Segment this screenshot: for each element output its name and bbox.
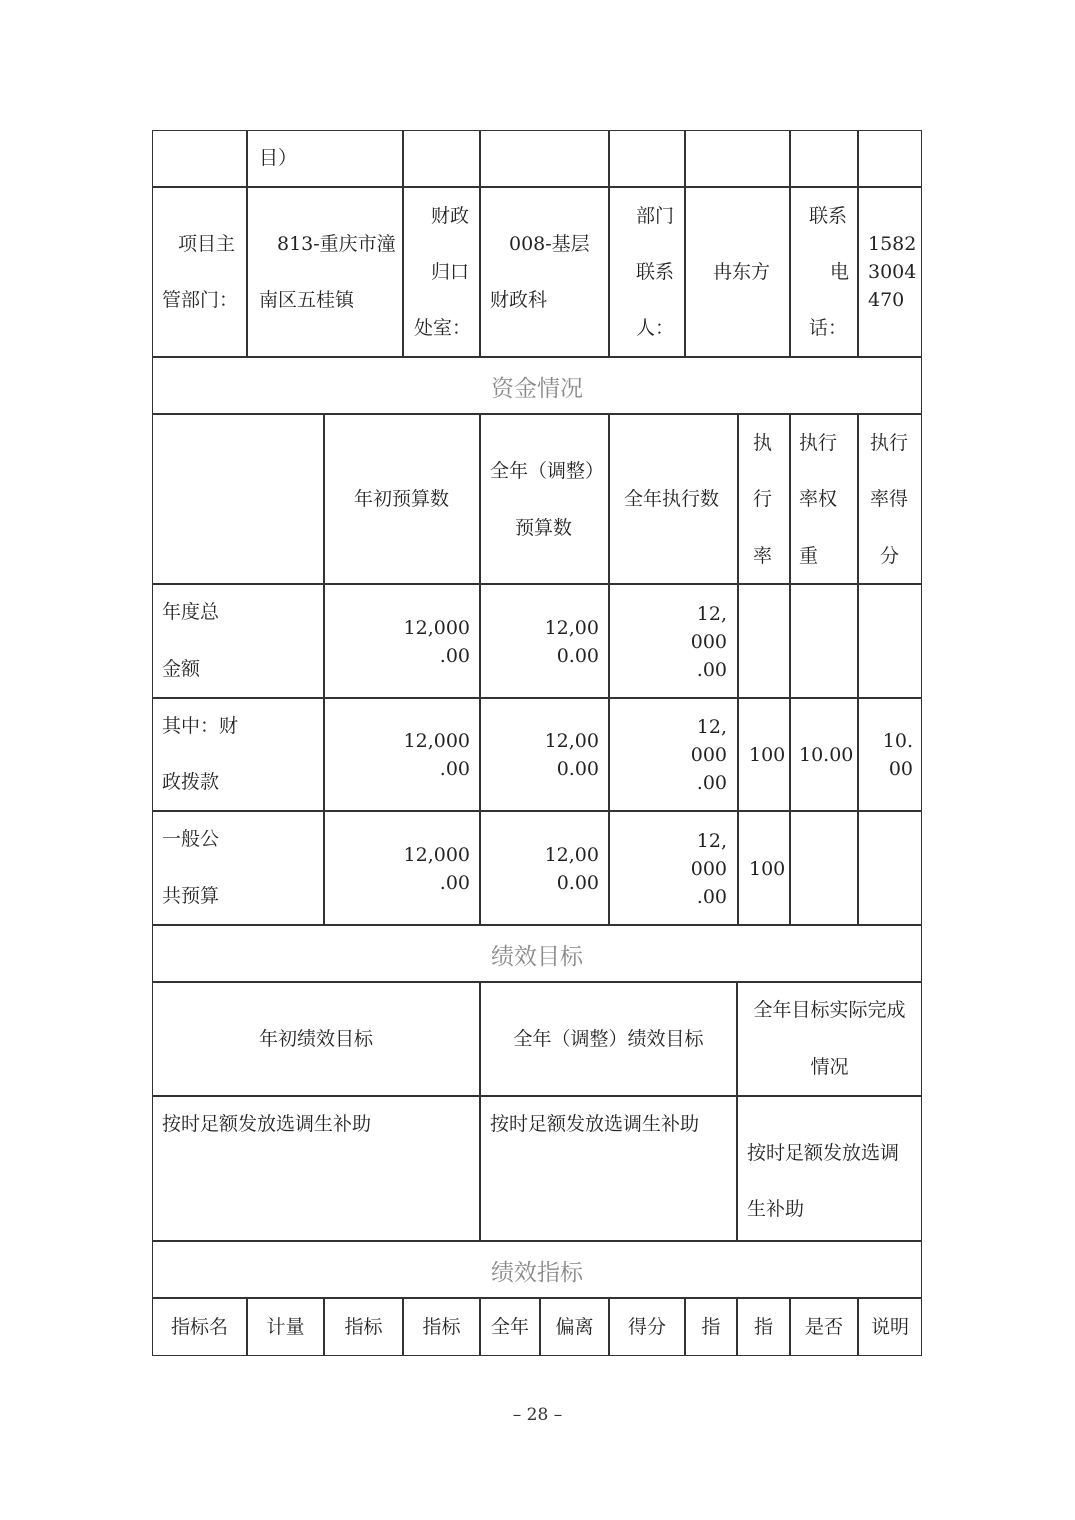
phone-value: 3004 bbox=[868, 261, 917, 283]
goal-text: 按时足额发放选调 bbox=[747, 1142, 900, 1164]
contact-label: 人： bbox=[636, 317, 675, 339]
goal-text: 生补助 bbox=[747, 1198, 805, 1220]
office-value: 008-基层 bbox=[509, 233, 590, 255]
cell bbox=[790, 130, 858, 187]
row-label: 其中：财 bbox=[162, 715, 239, 737]
performance-table bbox=[152, 130, 922, 1356]
dept-value: 南区五桂镇 bbox=[259, 289, 355, 311]
continued-text: 目） bbox=[259, 147, 298, 169]
amount-value: 12, bbox=[696, 716, 727, 738]
amount-value: .00 bbox=[439, 645, 470, 667]
amount-value: 12,000 bbox=[403, 730, 470, 752]
office-label: 财政 bbox=[431, 205, 470, 227]
column-header: 全年（调整）绩效目标 bbox=[513, 1028, 704, 1050]
cell bbox=[247, 187, 403, 357]
section-title: 绩效目标 bbox=[491, 944, 583, 970]
amount-value: 12, bbox=[696, 603, 727, 625]
column-header: 全年（调整） bbox=[490, 460, 605, 482]
cell bbox=[738, 584, 790, 698]
cell bbox=[858, 130, 922, 187]
amount-value: 12,00 bbox=[544, 617, 599, 639]
column-header: 指 bbox=[701, 1316, 721, 1338]
score-value: 10. bbox=[882, 730, 913, 752]
cell bbox=[685, 130, 790, 187]
phone-label: 联系 bbox=[809, 205, 848, 227]
column-header: 年初绩效目标 bbox=[258, 1028, 373, 1050]
column-header: 执 bbox=[753, 432, 773, 454]
column-header: 是否 bbox=[804, 1316, 843, 1338]
column-header: 率得 bbox=[870, 488, 909, 510]
cell bbox=[609, 130, 685, 187]
office-value: 财政科 bbox=[490, 289, 548, 311]
phone-value: 470 bbox=[868, 289, 905, 311]
amount-value: 12,00 bbox=[544, 730, 599, 752]
phone-label: 电 bbox=[830, 261, 850, 283]
amount-value: 000 bbox=[690, 744, 727, 766]
row-label: 一般公 bbox=[162, 828, 220, 850]
amount-value: 000 bbox=[690, 631, 727, 653]
phone-value: 1582 bbox=[868, 233, 917, 255]
amount-value: 000 bbox=[690, 858, 727, 880]
goal-text: 按时足额发放选调生补助 bbox=[162, 1113, 372, 1135]
column-header: 执行 bbox=[870, 432, 909, 454]
column-header: 分 bbox=[880, 545, 900, 567]
page-number: – 28 – bbox=[512, 1405, 563, 1425]
contact-value: 冉东方 bbox=[713, 261, 771, 283]
column-header: 偏离 bbox=[555, 1316, 594, 1338]
amount-value: 0.00 bbox=[556, 758, 599, 780]
score-value: 00 bbox=[888, 758, 913, 780]
amount-value: .00 bbox=[439, 758, 470, 780]
column-header: 指标 bbox=[344, 1316, 383, 1338]
cell bbox=[152, 187, 247, 357]
amount-value: 12,000 bbox=[403, 844, 470, 866]
column-header: 全年 bbox=[490, 1316, 529, 1338]
column-header: 情况 bbox=[810, 1056, 849, 1078]
amount-value: 12,00 bbox=[544, 844, 599, 866]
amount-value: 0.00 bbox=[556, 872, 599, 894]
column-header: 计量 bbox=[266, 1316, 305, 1338]
row-label: 政拨款 bbox=[162, 771, 220, 793]
amount-value: .00 bbox=[696, 772, 727, 794]
column-header: 说明 bbox=[870, 1316, 909, 1338]
office-label: 归口 bbox=[431, 261, 470, 283]
cell bbox=[152, 130, 247, 187]
amount-value: .00 bbox=[696, 659, 727, 681]
amount-value: .00 bbox=[696, 886, 727, 908]
rate-value: 100 bbox=[749, 744, 786, 766]
dept-label: 项目主 bbox=[178, 233, 236, 255]
section-title: 资金情况 bbox=[491, 376, 583, 402]
column-header: 率权 bbox=[799, 488, 838, 510]
cell bbox=[480, 187, 609, 357]
column-header: 执行 bbox=[799, 432, 838, 454]
dept-value: 813-重庆市潼 bbox=[277, 233, 396, 255]
amount-value: 12,000 bbox=[403, 617, 470, 639]
contact-label: 部门 bbox=[636, 205, 675, 227]
column-header: 重 bbox=[799, 545, 819, 567]
cell bbox=[858, 584, 922, 698]
dept-label: 管部门： bbox=[162, 289, 239, 311]
cell bbox=[858, 811, 922, 925]
column-header: 指标名 bbox=[170, 1316, 228, 1338]
cell bbox=[480, 414, 609, 584]
row-label: 共预算 bbox=[162, 885, 220, 907]
goal-text: 按时足额发放选调生补助 bbox=[490, 1113, 700, 1135]
contact-label: 联系 bbox=[636, 261, 675, 283]
cell bbox=[790, 811, 858, 925]
section-title: 绩效指标 bbox=[491, 1260, 583, 1286]
amount-value: .00 bbox=[439, 872, 470, 894]
row-label: 金额 bbox=[162, 658, 201, 680]
column-header: 率 bbox=[753, 545, 773, 567]
column-header: 得分 bbox=[627, 1316, 666, 1338]
amount-value: 12, bbox=[696, 830, 727, 852]
column-header: 预算数 bbox=[515, 517, 573, 539]
column-header: 指标 bbox=[422, 1316, 461, 1338]
weight-value: 10.00 bbox=[799, 744, 854, 766]
cell bbox=[152, 414, 324, 584]
column-header: 行 bbox=[753, 488, 773, 510]
cell bbox=[403, 130, 480, 187]
cell bbox=[790, 584, 858, 698]
column-header: 指 bbox=[753, 1316, 773, 1338]
amount-value: 0.00 bbox=[556, 645, 599, 667]
cell bbox=[480, 130, 609, 187]
column-header: 年初预算数 bbox=[354, 488, 450, 510]
column-header: 全年目标实际完成 bbox=[753, 999, 906, 1021]
rate-value: 100 bbox=[749, 858, 786, 880]
column-header: 全年执行数 bbox=[624, 488, 720, 510]
phone-label: 话： bbox=[809, 317, 848, 339]
office-label: 处室： bbox=[414, 317, 472, 339]
row-label: 年度总 bbox=[162, 601, 220, 623]
